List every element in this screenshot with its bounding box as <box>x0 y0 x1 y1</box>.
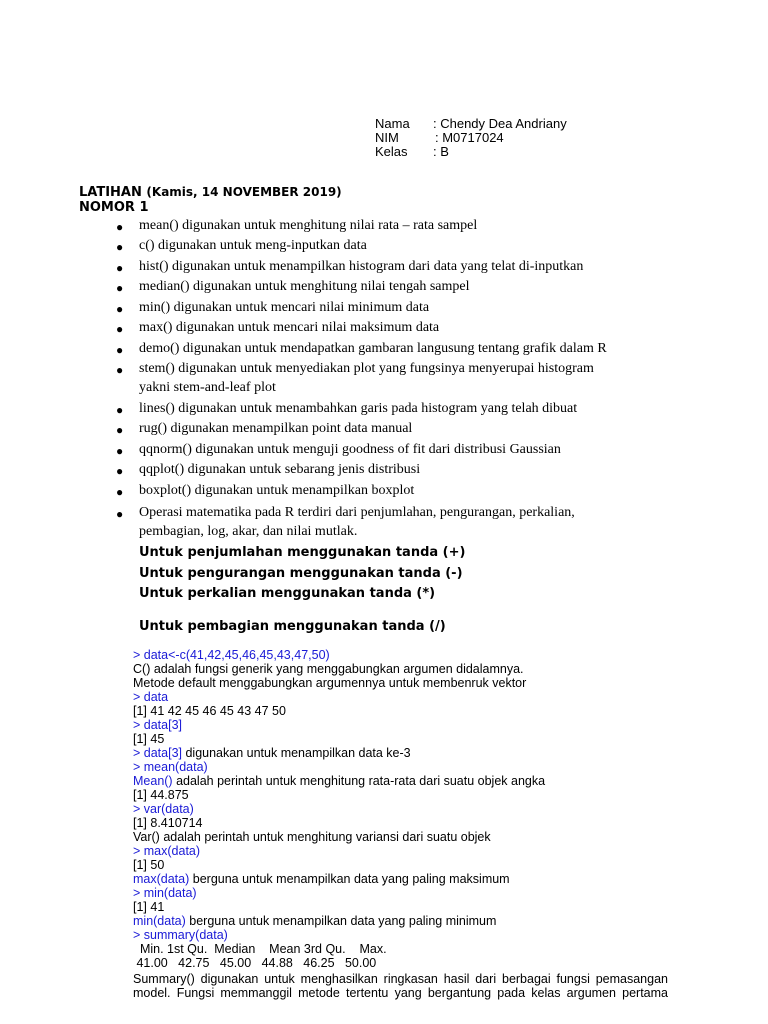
console-text: Min. 1st Qu. Median Mean 3rd Qu. Max. <box>133 942 387 956</box>
console-command: > min(data) <box>133 886 197 900</box>
console-text: 41.00 42.75 45.00 44.88 46.25 50.00 <box>133 956 377 970</box>
console-command: max(data) <box>133 872 190 886</box>
nomor-heading: NOMOR 1 <box>79 200 149 215</box>
console-text: adalah perintah untuk menghitung rata-rata dari suatu objek angka <box>172 774 546 788</box>
bullet-marker: ● <box>116 343 124 357</box>
bullet-marker: ● <box>116 423 124 437</box>
console-line <box>133 802 194 816</box>
bullet-marker: ● <box>116 322 124 336</box>
console-command: > summary(data) <box>133 928 228 942</box>
console-line <box>133 746 411 760</box>
console-line <box>133 732 164 746</box>
name-value: : Chendy Dea Andriany <box>433 116 567 131</box>
console-command: > data <box>133 690 169 704</box>
console-command: > data[3] <box>133 718 182 732</box>
console-line <box>133 648 330 662</box>
console-text: Var() adalah perintah untuk menghitung variansi dari suatu objek <box>133 830 491 844</box>
list-item: mean() digunakan untuk menghitung nilai rata – rata sampel <box>139 218 478 233</box>
bullet-marker: ● <box>116 444 124 458</box>
console-line <box>133 816 203 830</box>
operation-line: Untuk pembagian menggunakan tanda (/) <box>139 619 446 634</box>
list-item: median() digunakan untuk menghitung nilai tengah sampel <box>139 279 470 294</box>
console-text: berguna untuk menampilkan data yang paling minimum <box>185 914 497 928</box>
console-text: digunakan untuk menampilkan data ke-3 <box>182 746 411 760</box>
console-text: [1] 44.875 <box>133 788 189 802</box>
summary-values <box>133 956 376 970</box>
operation-line: Untuk perkalian menggunakan tanda (*) <box>139 586 436 601</box>
console-line <box>133 886 197 900</box>
console-line <box>133 774 545 788</box>
console-line <box>133 872 510 886</box>
list-item: c() digunakan untuk meng-inputkan data <box>139 238 367 253</box>
console-text: Metode default menggabungkan argumennya untuk membenruk vektor <box>133 676 527 690</box>
console-command: Mean() <box>133 774 173 788</box>
console-line <box>133 844 200 858</box>
nim-label: NIM <box>375 130 399 145</box>
summary-header <box>133 942 387 956</box>
bullet-marker: ● <box>116 363 124 377</box>
console-text: [1] 8.410714 <box>133 816 203 830</box>
bullet-marker: ● <box>116 240 124 254</box>
console-line <box>133 914 496 928</box>
console-line <box>133 760 208 774</box>
bullet-marker: ● <box>116 485 124 499</box>
name-label: Nama <box>375 116 410 131</box>
console-line <box>133 662 524 676</box>
bullet-marker: ● <box>116 507 124 521</box>
kelas-label: Kelas <box>375 144 408 159</box>
console-line <box>133 676 526 690</box>
console-line <box>133 928 228 942</box>
list-item: max() digunakan untuk mencari nilai maksimum data <box>139 320 440 335</box>
console-line <box>133 718 182 732</box>
latihan-date: (Kamis, 14 NOVEMBER 2019) <box>146 185 342 199</box>
console-command: > var(data) <box>133 802 194 816</box>
bullet-marker: ● <box>116 261 124 275</box>
console-text: berguna untuk menampilkan data yang paling maksimum <box>189 872 510 886</box>
operation-line: Untuk penjumlahan menggunakan tanda (+) <box>139 545 466 560</box>
console-line <box>133 704 286 718</box>
console-text: [1] 41 42 45 46 45 43 47 50 <box>133 704 286 718</box>
console-text: [1] 45 <box>133 732 165 746</box>
operation-line: Untuk pengurangan menggunakan tanda (-) <box>139 566 463 581</box>
kelas-value: : B <box>433 144 449 159</box>
console-text: [1] 41 <box>133 900 165 914</box>
bullet-marker: ● <box>116 220 124 234</box>
list-item: min() digunakan untuk mencari nilai minimum data <box>139 300 430 315</box>
console-command: > max(data) <box>133 844 201 858</box>
console-command: > data<-c(41,42,45,46,45,43,47,50) <box>133 648 330 662</box>
console-command: > data[3] <box>133 746 182 760</box>
list-item: stem() digunakan untuk menyediakan plot yang fungsinya menyerupai histogram <box>139 361 594 376</box>
console-command: min(data) <box>133 914 186 928</box>
bullet-marker: ● <box>116 281 124 295</box>
list-item: rug() digunakan menampilkan point data manual <box>139 421 413 436</box>
console-line <box>133 830 491 844</box>
console-line <box>133 690 168 704</box>
console-line <box>133 900 164 914</box>
console-command: > mean(data) <box>133 760 208 774</box>
bullet-marker: ● <box>116 302 124 316</box>
closing-paragraph-line: model. Fungsi memmanggil metode tertentu yang bergantung pada kelas argumen pertama <box>133 986 668 1000</box>
list-item: hist() digunakan untuk menampilkan histogram dari data yang telat di-inputkan <box>139 259 584 274</box>
list-item: demo() digunakan untuk mendapatkan gambaran langusung tentang grafik dalam R <box>139 341 607 356</box>
bullet-marker: ● <box>116 464 124 478</box>
latihan-heading <box>79 185 342 200</box>
console-line <box>133 788 189 802</box>
nim-value: : M0717024 <box>435 130 504 145</box>
closing-paragraph-line: Summary() digunakan untuk menghasilkan ringkasan hasil dari berbagai fungsi pemasangan <box>133 972 668 986</box>
console-text: C() adalah fungsi generik yang menggabungkan argumen didalamnya. <box>133 662 524 676</box>
list-item: boxplot() digunakan untuk menampilkan boxplot <box>139 483 415 498</box>
bullet-marker: ● <box>116 403 124 417</box>
console-line <box>133 858 164 872</box>
list-item: qqplot() digunakan untuk sebarang jenis distribusi <box>139 462 421 477</box>
list-item: Operasi matematika pada R terdiri dari penjumlahan, pengurangan, perkalian, <box>139 505 575 520</box>
list-item: lines() digunakan untuk menambahkan garis pada histogram yang telah dibuat <box>139 401 578 416</box>
list-item-continuation: pembagian, log, akar, dan nilai mutlak. <box>139 524 358 539</box>
console-text: [1] 50 <box>133 858 165 872</box>
list-item-continuation: yakni stem-and-leaf plot <box>139 380 276 395</box>
list-item: qqnorm() digunakan untuk menguji goodness of fit dari distribusi Gaussian <box>139 442 561 457</box>
latihan-title: LATIHAN <box>79 185 142 200</box>
